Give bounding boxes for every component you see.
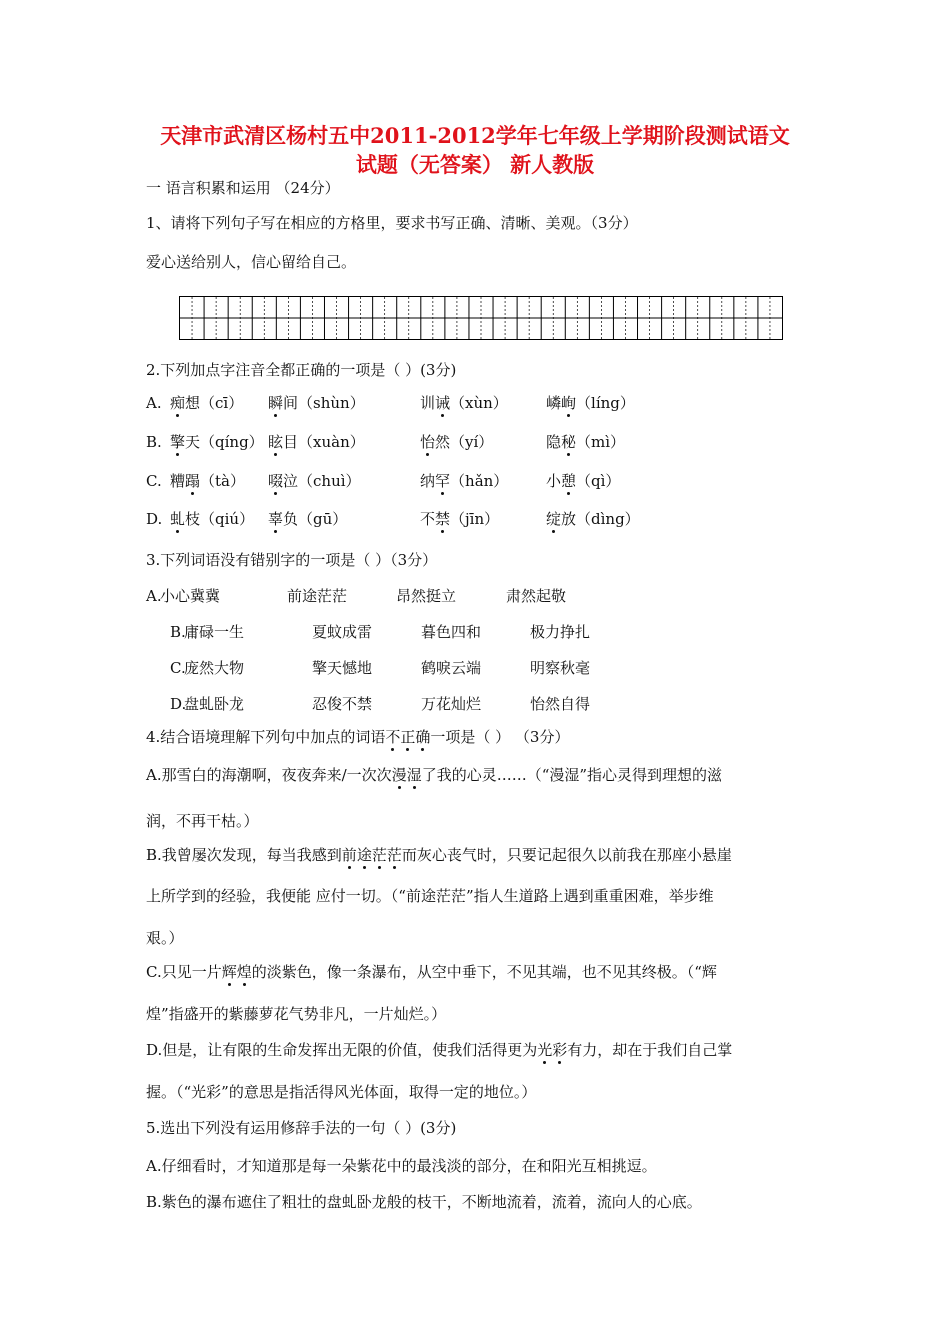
q3-option-label: A. xyxy=(146,587,162,605)
q2-option-label: D. xyxy=(146,510,163,528)
q2-option-item: 擎天（qíng） xyxy=(170,433,264,451)
dotted-term: 前途茫茫 xyxy=(341,846,402,864)
q4-stem-dotted: 不正确 xyxy=(385,728,431,746)
q4-option-d-line2: 握。（“光彩”的意思是指活得风光体面，取得一定的地位。） xyxy=(146,1083,537,1101)
document-title-line2: 试题（无答案） 新人教版 xyxy=(355,152,595,177)
q4-option-d-line1: D.但是，让有限的生命发挥出无限的价值，使我们活得更为光彩有力，却在于我们自己掌 xyxy=(146,1041,733,1059)
q2-option-item: 小憩（qì） xyxy=(546,472,621,490)
q4-stem: 4.结合语境理解下列句中加点的词语不正确一项是（ ） （3分） xyxy=(146,728,570,746)
q2-option-item: 训诫（xùn） xyxy=(420,394,508,412)
dotted-term: 辉煌 xyxy=(221,963,252,981)
q3-option-item: 庞然大物 xyxy=(184,659,245,677)
dotted-term: 漫湿 xyxy=(391,766,422,784)
q1-sentence: 爱心送给别人，信心留给自己。 xyxy=(146,253,357,271)
writing-grid-lines xyxy=(180,297,782,339)
document-title-line1: 天津市武清区杨村五中2011-2012学年七年级上学期阶段测试语文 xyxy=(160,123,790,148)
q2-option-item: 辜负（gū） xyxy=(268,510,348,528)
q4-option-a-line2: 润，不再干枯。） xyxy=(146,812,259,830)
q3-option-label: C. xyxy=(170,659,186,677)
q1-stem: 1、请将下列句子写在相应的方格里，要求书写正确、清晰、美观。（3分） xyxy=(146,214,638,232)
q3-option-item: 极力挣扎 xyxy=(530,623,591,641)
q3-stem: 3.下列词语没有错别字的一项是（ ）（3分） xyxy=(146,551,438,569)
q3-option-item: 小心冀冀 xyxy=(160,587,221,605)
q2-option-label: B. xyxy=(146,433,162,451)
q2-option-item: 眩目（xuàn） xyxy=(268,433,365,451)
q3-option-item: 明察秋毫 xyxy=(530,659,591,677)
q2-option-item: 痴想（cī） xyxy=(170,394,244,412)
q4-option-c-line2: 煌”指盛开的紫藤萝花气势非凡，一片灿烂。） xyxy=(146,1005,447,1023)
q2-option-item: 不禁（jīn） xyxy=(420,510,500,528)
q4-option-a-line1: A.那雪白的海潮啊，夜夜奔来/一次次漫湿了我的心灵……（“漫湿”指心灵得到理想的滋 xyxy=(146,766,723,784)
q4-option-b-line3: 艰。） xyxy=(146,929,184,947)
q4-option-b-line2: 上所学到的经验，我便能 应付一切。（“前途茫茫”指人生道路上遇到重重困难，举步维 xyxy=(146,887,714,905)
section-heading: 一 语言积累和运用 （24分） xyxy=(146,179,340,197)
q3-option-item: 盘虬卧龙 xyxy=(184,695,245,713)
q5-stem: 5.选出下列没有运用修辞手法的一句（ ）(3分) xyxy=(146,1119,457,1137)
q3-option-item: 鹤唳云端 xyxy=(421,659,482,677)
q3-option-item: 擎天憾地 xyxy=(312,659,373,677)
q2-option-item: 怡然（yí） xyxy=(420,433,494,451)
q5-option-b: B.紫色的瀑布遮住了粗壮的盘虬卧龙般的枝干，不断地流着，流着，流向人的心底。 xyxy=(146,1193,702,1211)
q3-option-label: D. xyxy=(170,695,187,713)
q3-option-item: 肃然起敬 xyxy=(506,587,567,605)
q2-stem: 2.下列加点字注音全都正确的一项是（ ）(3分) xyxy=(146,361,457,379)
q2-option-item: 纳罕（hǎn） xyxy=(420,472,509,490)
q4-option-b-line1: B.我曾屡次发现，每当我感到前途茫茫而灰心丧气时，只要记起很久以前我在那座小悬崖 xyxy=(146,846,732,864)
q3-option-item: 怡然自得 xyxy=(530,695,591,713)
q2-option-label: C. xyxy=(146,472,162,490)
q3-option-item: 昂然挺立 xyxy=(396,587,457,605)
q5-option-a: A.仔细看时，才知道那是每一朵紫花中的最浅淡的部分，在和阳光互相挑逗。 xyxy=(146,1157,657,1175)
dotted-term: 光彩 xyxy=(537,1041,568,1059)
q2-option-item: 绽放（dìng） xyxy=(546,510,640,528)
q3-option-item: 前途茫茫 xyxy=(287,587,348,605)
q2-option-label: A. xyxy=(146,394,162,412)
writing-grid[interactable] xyxy=(179,296,783,340)
q2-option-item: 啜泣（chuì） xyxy=(268,472,361,490)
q3-option-item: 忍俊不禁 xyxy=(312,695,373,713)
q3-option-label: B. xyxy=(170,623,186,641)
q4-option-c-line1: C.只见一片辉煌的淡紫色，像一条瀑布，从空中垂下，不见其端，也不见其终极。（“辉 xyxy=(146,963,717,981)
q3-option-item: 暮色四和 xyxy=(421,623,482,641)
q3-option-item: 夏蚊成雷 xyxy=(312,623,373,641)
q2-option-item: 瞬间（shùn） xyxy=(268,394,365,412)
q3-option-item: 万花灿烂 xyxy=(421,695,482,713)
q2-option-item: 虬枝（qiú） xyxy=(170,510,255,528)
q3-option-item: 庸碌一生 xyxy=(184,623,245,641)
q2-option-item: 嶙峋（líng） xyxy=(546,394,635,412)
q2-option-item: 糟蹋（tà） xyxy=(170,472,246,490)
q2-option-item: 隐秘（mì） xyxy=(546,433,626,451)
